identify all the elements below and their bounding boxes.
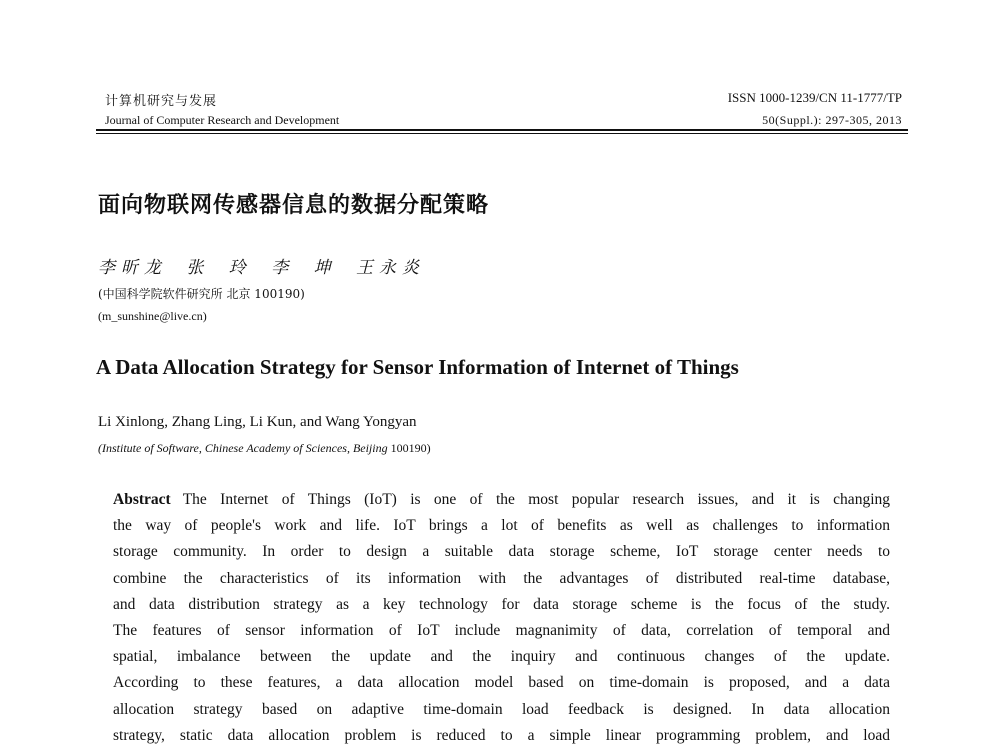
paper-title-english: A Data Allocation Strategy for Sensor Information of Internet of Things bbox=[96, 355, 739, 379]
abstract-line: storage community. In order to design a suitable data storage scheme, IoT storage center needs to bbox=[113, 543, 890, 561]
abstract-line: The features of sensor information of IoT include magnanimity of data, correlation of temporal and bbox=[113, 622, 890, 640]
abstract-line-text: The Internet of Things (IoT) is one of the most popular research issues, and it is changing bbox=[182, 491, 890, 508]
affiliation-english bbox=[98, 441, 431, 456]
affiliation-chinese: (中国科学院软件研究所 北京 100190) bbox=[98, 287, 305, 301]
abstract-line: combine the characteristics of its information with the advantages of distributed real-time database, bbox=[113, 569, 890, 587]
abstract-line bbox=[113, 487, 890, 513]
author-email: (m_sunshine@live.cn) bbox=[98, 309, 207, 323]
volume-pages: 50(Suppl.): 297-305, 2013 bbox=[762, 113, 902, 127]
journal-name-chinese: 计算机研究与发展 bbox=[105, 94, 218, 109]
header-rule-thin bbox=[96, 133, 908, 134]
abstract-label: Abstract bbox=[113, 491, 171, 508]
header-rule-thick bbox=[96, 129, 908, 131]
issn-number: ISSN 1000-1239/CN 11-1777/TP bbox=[727, 90, 902, 105]
abstract-line: According to these features, a data allocation model based on time-domain is proposed, and a data bbox=[113, 674, 890, 692]
affiliation-english-code: 100190) bbox=[390, 441, 431, 455]
affiliation-english-institute: (Institute of Software, Chinese Academy of Sciences, Beijing bbox=[98, 441, 388, 455]
abstract-line: the way of people's work and life. IoT brings a lot of benefits as well as challenges to information bbox=[113, 517, 890, 535]
abstract-line: strategy, static data allocation problem is reduced to a simple linear programming problem, and load bbox=[113, 726, 890, 744]
authors-chinese: 李昕龙 张 玲 李 坤 王永炎 bbox=[98, 258, 426, 278]
abstract-line: allocation strategy based on adaptive time-domain load feedback is designed. In data allocation bbox=[113, 700, 890, 718]
authors-english: Li Xinlong, Zhang Ling, Li Kun, and Wang Yongyan bbox=[98, 414, 417, 430]
journal-name-english: Journal of Computer Research and Development bbox=[105, 113, 340, 127]
abstract-line: spatial, imbalance between the update and the inquiry and continuous changes of the update. bbox=[113, 648, 890, 666]
paper-title-chinese: 面向物联网传感器信息的数据分配策略 bbox=[98, 193, 490, 218]
abstract-line: and data distribution strategy as a key technology for data storage scheme is the focus of the study. bbox=[113, 595, 890, 613]
abstract-body bbox=[113, 487, 890, 749]
